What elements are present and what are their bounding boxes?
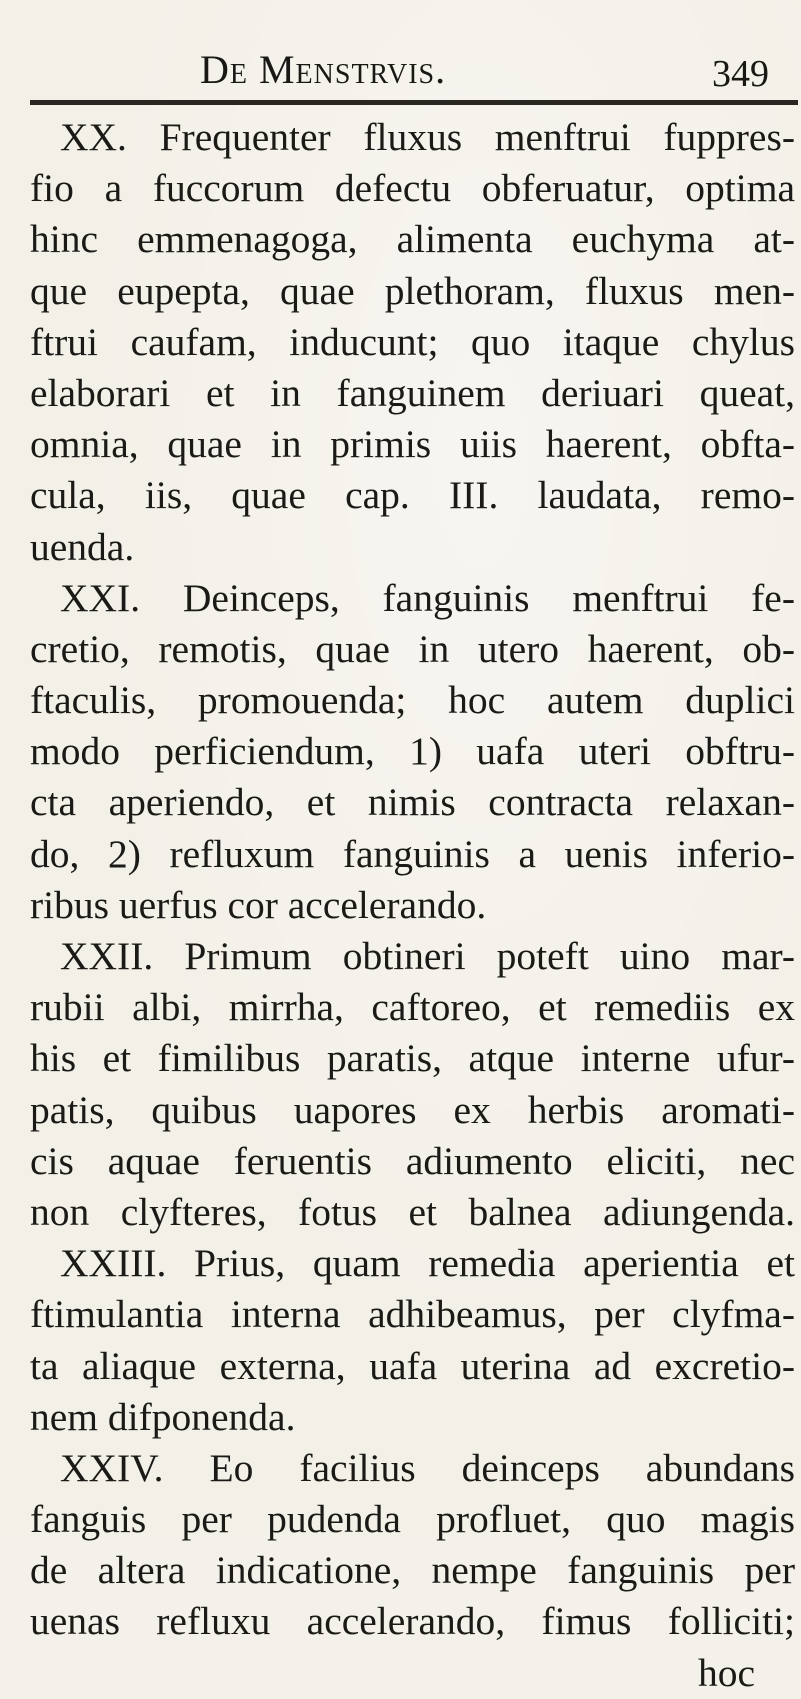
paragraph-xxiii	[30, 1238, 795, 1443]
text-line: XX. Frequenter fluxus menftrui fuppres-	[60, 115, 795, 159]
text-line: XXIII. Prius, quam remedia aperientia et	[60, 1241, 795, 1286]
text-line: do, 2) refluxum fanguinis a uenis inferio-	[30, 831, 795, 876]
text-line: XXII. Primum obtineri poteft uino mar-	[60, 934, 795, 978]
text-line: XXIV. Eo facilius deinceps abundans	[60, 1445, 795, 1490]
header-rule	[30, 100, 798, 105]
page-number: 349	[712, 53, 769, 95]
text-line: ftaculis, promouenda; hoc autem duplici	[30, 678, 795, 723]
catchword: hoc	[697, 1650, 755, 1695]
running-head: De Menstrvis.	[200, 47, 447, 92]
text-line: XXI. Deinceps, fanguinis menftrui fe-	[60, 575, 795, 620]
text-line: cta aperiendo, et nimis contracta relaxan-	[30, 780, 795, 825]
text-line: ta aliaque externa, uafa uterina ad excretio-	[30, 1343, 795, 1388]
body-text	[30, 112, 795, 1699]
text-line: modo perficiendum, 1) uafa uteri obftru-	[30, 729, 795, 774]
text-line: hinc emmenagoga, alimenta euchyma at-	[30, 217, 795, 262]
text-line: cis aquae feruentis adiumento eliciti, nec	[30, 1138, 795, 1183]
text-line: que eupepta, quae plethoram, fluxus men-	[30, 268, 795, 313]
text-line: ftimulantia interna adhibeamus, per clyfma-	[30, 1292, 795, 1337]
page-header	[0, 38, 801, 98]
text-line: non clyfteres, fotus et balnea adiungenda.	[30, 1189, 795, 1234]
text-line: cretio, remotis, quae in utero haerent, ob-	[30, 626, 795, 671]
text-line: de altera indicatione, nempe fanguinis per	[30, 1548, 795, 1593]
text-line: elaborari et in fanguinem deriuari queat,	[30, 370, 795, 415]
text-line: omnia, quae in primis uiis haerent, obfta-	[30, 422, 795, 467]
text-line: ribus uerfus cor accelerando.	[30, 882, 487, 927]
text-line: fanguis per pudenda profluet, quo magis	[30, 1497, 795, 1542]
text-line: uenas refluxu accelerando, fimus folliciti;	[30, 1599, 795, 1644]
text-line: rubii albi, mirrha, caftoreo, et remediis ex	[30, 985, 795, 1030]
text-line: uenda.	[30, 524, 135, 569]
text-line: ftrui caufam, inducunt; quo itaque chylus	[30, 319, 795, 364]
text-line: patis, quibus uapores ex herbis aromati-	[30, 1087, 795, 1132]
paragraph-xxiv	[30, 1443, 795, 1648]
text-line: cula, iis, quae cap. III. laudata, remo-	[30, 473, 795, 518]
paragraph-xxi	[30, 573, 795, 931]
text-line: his et fimilibus paratis, atque interne ufur-	[30, 1036, 795, 1081]
text-line: fio a fuccorum defectu obferuatur, optima	[30, 166, 795, 211]
paragraph-xxii	[30, 931, 795, 1238]
text-line: nem difponenda.	[30, 1394, 296, 1439]
paragraph-xx	[30, 112, 795, 573]
